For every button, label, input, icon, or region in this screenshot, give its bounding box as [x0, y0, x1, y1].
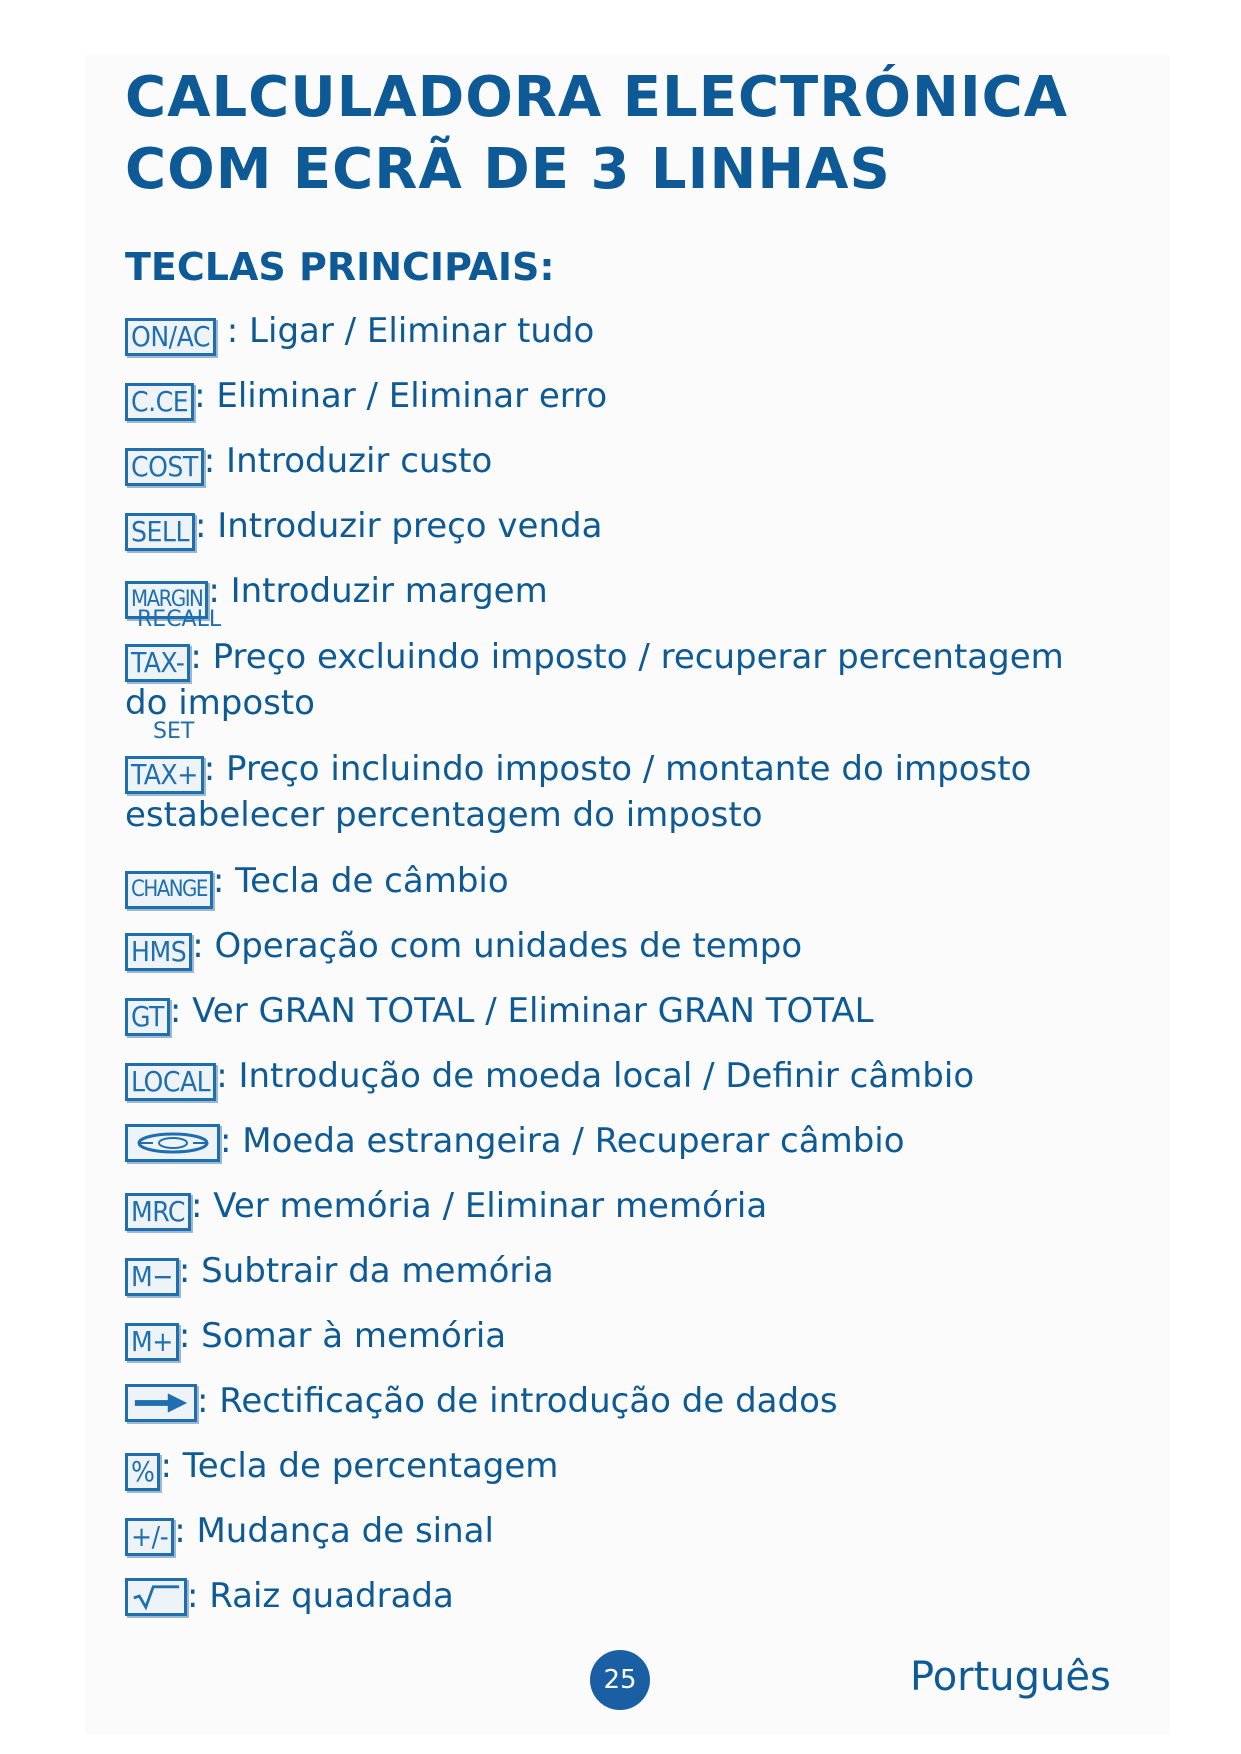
key-desc: : Introduzir preço venda [194, 506, 603, 546]
language-label: Português [910, 1654, 1111, 1700]
key-row-sell [125, 505, 1125, 551]
banknote-icon [125, 1124, 220, 1162]
key-row-percent [125, 1445, 1125, 1491]
key-desc: : Subtrair da memória [178, 1251, 554, 1291]
document-title [125, 62, 1068, 206]
key-row-m-minus [125, 1250, 1125, 1296]
key-desc: : Raiz quadrada [187, 1576, 454, 1616]
key-row-tax-plus [125, 748, 1125, 836]
key-hms: HMS [125, 933, 192, 971]
key-row-sign [125, 1510, 1125, 1556]
key-row-cost [125, 440, 1125, 486]
key-row-on-ac [125, 310, 1125, 356]
key-margin: MARGIN [125, 581, 208, 619]
key-row-hms [125, 925, 1125, 971]
key-desc-continued: do imposto [125, 683, 315, 723]
key-row-local [125, 1055, 1125, 1101]
key-row-tax-minus [125, 636, 1125, 724]
key-m-plus: M+ [125, 1323, 179, 1361]
key-desc: : Mudança de sinal [174, 1511, 494, 1551]
key-mrc: MRC [125, 1193, 191, 1231]
key-desc: : Tecla de percentagem [160, 1446, 559, 1486]
key-m-minus: M− [125, 1258, 179, 1296]
key-row-gt [125, 990, 1125, 1036]
key-sign-change: +/- [125, 1518, 174, 1556]
key-c-ce: C.CE [125, 383, 194, 421]
key-desc: : Preço incluindo imposto / montante do imposto [203, 749, 1032, 789]
key-desc: : Operação com unidades de tempo [192, 926, 803, 966]
key-desc: : Somar à memória [178, 1316, 507, 1356]
key-desc: : Moeda estrangeira / Recuperar câmbio [220, 1121, 905, 1161]
page-number: 25 [590, 1650, 650, 1710]
key-desc: : Ver GRAN TOTAL / Eliminar GRAN TOTAL [169, 991, 874, 1031]
key-tax-plus: TAX+ [125, 756, 204, 794]
arrow-right-icon [125, 1384, 197, 1422]
key-change: CHANGE [125, 871, 213, 909]
key-cost: COST [125, 448, 204, 486]
key-desc: : Preço excluindo imposto / recuperar percentagem [190, 637, 1064, 677]
key-local: LOCAL [125, 1063, 216, 1101]
section-title: TECLAS PRINCIPAIS: [125, 245, 555, 289]
key-super-label: SET [153, 719, 195, 744]
key-desc: : Introdução de moeda local / Definir câmbio [216, 1056, 975, 1096]
key-desc: : Ver memória / Eliminar memória [190, 1186, 768, 1226]
key-desc-continued: estabelecer percentagem do imposto [125, 795, 763, 835]
key-desc: : Introduzir margem [208, 571, 548, 611]
key-row-sqrt [125, 1575, 1125, 1617]
key-sell: SELL [125, 513, 195, 551]
key-row-c-ce [125, 375, 1125, 421]
key-on-ac: ON/AC [125, 318, 216, 356]
key-desc: : Rectificação de introdução de dados [197, 1381, 838, 1421]
key-super-label: RECALL [137, 607, 222, 632]
key-row-margin [125, 570, 1125, 619]
key-row-m-plus [125, 1315, 1125, 1361]
key-row-change [125, 860, 1125, 909]
key-row-arrow [125, 1380, 1125, 1422]
key-desc: : Introduzir custo [203, 441, 493, 481]
key-desc: : Tecla de câmbio [212, 861, 509, 901]
key-desc: : Eliminar / Eliminar erro [194, 376, 608, 416]
key-desc: : Ligar / Eliminar tudo [215, 311, 595, 351]
key-gt: GT [125, 998, 170, 1036]
key-percent: % [125, 1453, 160, 1491]
title-line-2: COM ECRÃ DE 3 LINHAS [125, 137, 891, 202]
title-line-1: CALCULADORA ELECTRÓNICA [125, 65, 1069, 130]
key-tax-minus: TAX- [125, 644, 190, 682]
key-row-mrc [125, 1185, 1125, 1231]
key-row-foreign [125, 1120, 1125, 1162]
square-root-icon [125, 1578, 187, 1616]
